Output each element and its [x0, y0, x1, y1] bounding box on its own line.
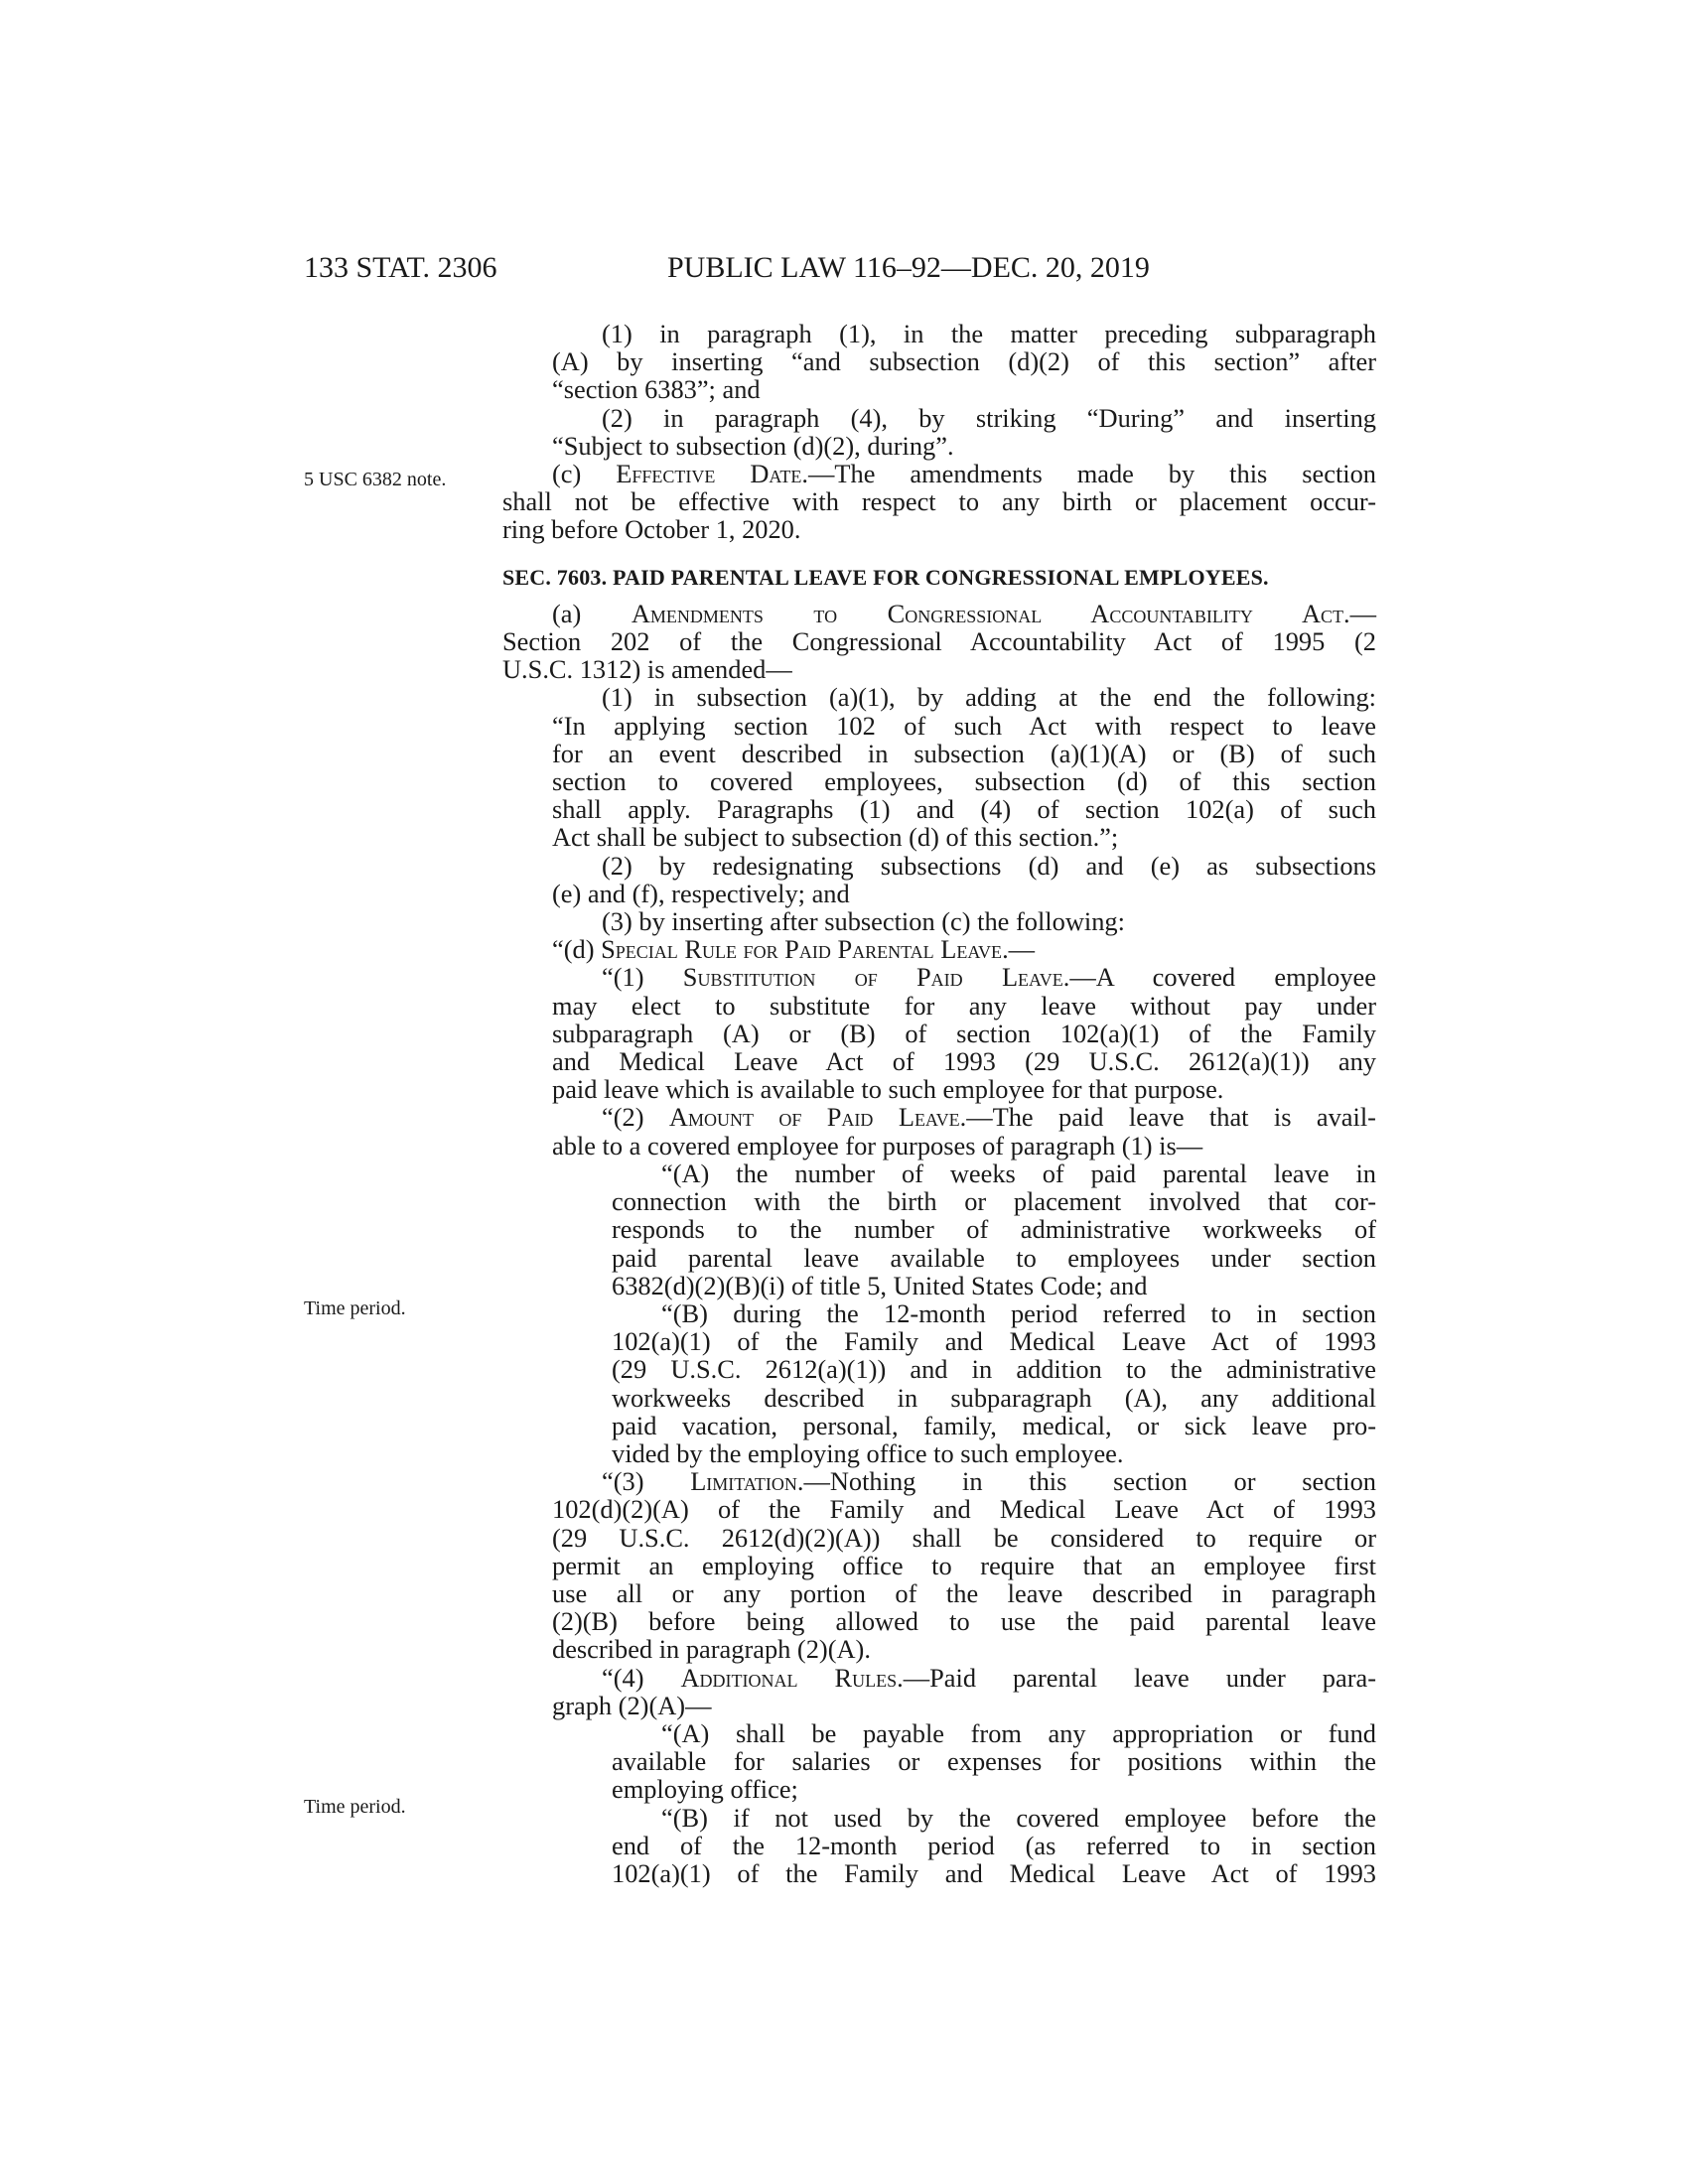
running-header	[0, 250, 1688, 290]
paragraph-d1-text: .—A covered employee	[1062, 962, 1376, 993]
subparagraph-d2a-line: responds to the number of administrative workweeks of	[612, 1214, 1376, 1245]
amendment-2-line: (2) by redesignating subsections (d) and (e) as subsections	[602, 850, 1376, 881]
subsection-c-heading: Effective Date	[616, 459, 802, 489]
subparagraph-d2b-line: “(B) during the 12-month period referred to in section	[661, 1297, 1376, 1328]
body-text	[502, 320, 1376, 1887]
subparagraph-d2b-line: workweeks described in subparagraph (A), any additional	[612, 1382, 1376, 1413]
margin-note-time-period-2: Time period.	[304, 1796, 406, 1818]
paragraph-d3-line	[502, 1467, 1376, 1495]
amendment-1-line: Act shall be subject to subsection (d) of this section.”;	[552, 822, 1119, 853]
subsection-a-heading: Amendments to Congressional Accountability Act	[631, 598, 1344, 628]
subsection-c-line	[502, 460, 1376, 487]
paragraph-d1-line: paid leave which is available to such employee for that purpose.	[552, 1074, 1224, 1105]
subparagraph-d4a-line: employing office;	[612, 1774, 798, 1805]
subparagraph-d2a-line: connection with the birth or placement involved that cor-	[612, 1186, 1376, 1217]
paragraph-d4-text: .—Paid parental leave under para-	[897, 1662, 1376, 1693]
para-b1-line: “section 6383”; and	[552, 374, 761, 405]
subparagraph-d2b-line: paid vacation, personal, family, medical, or sick leave pro-	[612, 1410, 1376, 1440]
margin-note-time-period: Time period.	[304, 1297, 406, 1319]
subsection-d-dash: .—	[1002, 934, 1036, 965]
subparagraph-d2b-line: 102(a)(1) of the Family and Medical Leave Act of 1993	[612, 1326, 1376, 1357]
amendment-1-line: “In applying section 102 of such Act with respect to leave	[552, 710, 1376, 741]
paragraph-d2-line	[502, 1103, 1376, 1131]
paragraph-d3-line: (29 U.S.C. 2612(d)(2)(A)) shall be considered to require or	[552, 1522, 1376, 1553]
subsection-d-heading-line	[502, 935, 1376, 963]
amendment-1-line: (1) in subsection (a)(1), by adding at the end the following:	[602, 682, 1376, 713]
amendment-1-line: for an event described in subsection (a)(1)(A) or (B) of such	[552, 738, 1376, 768]
subparagraph-d2a-line: “(A) the number of weeks of paid parental leave in	[661, 1158, 1376, 1188]
paragraph-d3-heading: Limitation	[690, 1466, 797, 1497]
subsection-c-label: (c)	[552, 459, 617, 489]
paragraph-d3-line: 102(d)(2)(A) of the Family and Medical Leave Act of 1993	[552, 1494, 1376, 1525]
paragraph-d2-label: “(2)	[602, 1102, 669, 1133]
subparagraph-d4b-line: 102(a)(1) of the Family and Medical Leave Act of 1993	[612, 1857, 1376, 1888]
paragraph-d3-text: .—Nothing in this section or section	[796, 1466, 1376, 1497]
public-law-title: PUBLIC LAW 116–92—DEC. 20, 2019	[667, 251, 1150, 284]
para-b1-line: (A) by inserting “and subsection (d)(2) of this section” after	[552, 346, 1376, 377]
subsection-c-line: shall not be effective with respect to any birth or placement occur-	[502, 486, 1376, 517]
paragraph-d1-line	[502, 963, 1376, 991]
subsection-a-line	[502, 600, 1376, 627]
paragraph-d3-line: described in paragraph (2)(A).	[552, 1634, 871, 1665]
paragraph-d3-line: use all or any portion of the leave described in paragraph	[552, 1577, 1376, 1608]
paragraph-d2-line: able to a covered employee for purposes of paragraph (1) is—	[552, 1130, 1203, 1160]
paragraph-d3-line: (2)(B) before being allowed to use the paid parental leave	[552, 1606, 1376, 1637]
paragraph-d1-heading: Substitution of Paid Leave	[682, 962, 1063, 993]
amendment-1-line: shall apply. Paragraphs (1) and (4) of section 102(a) of such	[552, 794, 1376, 825]
amendment-2-line: (e) and (f), respectively; and	[552, 878, 850, 908]
para-b2-line: “Subject to subsection (d)(2), during”.	[552, 430, 954, 461]
subsection-c-text: .—The amendments made by this section	[801, 459, 1376, 489]
paragraph-d3-label: “(3)	[602, 1466, 691, 1497]
paragraph-d4-heading: Additional Rules	[680, 1662, 898, 1693]
margin-note-usc: 5 USC 6382 note.	[304, 469, 447, 490]
paragraph-d1-line: may elect to substitute for any leave without pay under	[552, 990, 1376, 1021]
subparagraph-d2b-line: vided by the employing office to such employee.	[612, 1437, 1124, 1468]
subparagraph-d2a-line: paid parental leave available to employees under section	[612, 1242, 1376, 1273]
subsection-a-dash: .—	[1343, 598, 1377, 628]
paragraph-d3-line: permit an employing office to require that an employee first	[552, 1550, 1376, 1580]
para-b2-line: (2) in paragraph (4), by striking “During” and inserting	[602, 402, 1376, 433]
section-heading: SEC. 7603. PAID PARENTAL LEAVE FOR CONGRESSIONAL EMPLOYEES.	[502, 564, 1269, 590]
paragraph-d1-line: subparagraph (A) or (B) of section 102(a)(1) of the Family	[552, 1018, 1376, 1048]
paragraph-d4-line: graph (2)(A)—	[552, 1690, 712, 1720]
subsection-a-line: U.S.C. 1312) is amended—	[502, 654, 792, 685]
subsection-a-line: Section 202 of the Congressional Accountability Act of 1995 (2	[502, 626, 1376, 657]
paragraph-d4-label: “(4)	[602, 1662, 681, 1693]
subsection-a-label: (a)	[552, 598, 632, 628]
paragraph-d1-label: “(1)	[602, 962, 683, 993]
subparagraph-d2b-line: (29 U.S.C. 2612(a)(1)) and in addition to the administrative	[612, 1354, 1376, 1385]
amendment-3-line: (3) by inserting after subsection (c) the following:	[602, 906, 1125, 937]
subparagraph-d4a-line: “(A) shall be payable from any appropriation or fund	[661, 1717, 1376, 1748]
paragraph-d1-line: and Medical Leave Act of 1993 (29 U.S.C. 2612(a)(1)) any	[552, 1046, 1376, 1077]
statute-page-number: 133 STAT. 2306	[304, 251, 497, 284]
subparagraph-d4b-line: “(B) if not used by the covered employee before the	[661, 1802, 1376, 1833]
paragraph-d2-text: .—The paid leave that is avail-	[959, 1102, 1376, 1133]
subsection-d-label: “(d)	[552, 934, 602, 965]
subparagraph-d2a-line: 6382(d)(2)(B)(i) of title 5, United States Code; and	[612, 1270, 1148, 1300]
subsection-d-heading: Special Rule for Paid Parental Leave	[601, 934, 1003, 965]
subsection-c-line: ring before October 1, 2020.	[502, 514, 801, 545]
amendment-1-line: section to covered employees, subsection (d) of this section	[552, 766, 1376, 797]
para-b1-line: (1) in paragraph (1), in the matter preceding subparagraph	[602, 319, 1376, 348]
paragraph-d2-heading: Amount of Paid Leave	[668, 1102, 960, 1133]
subparagraph-d4b-line: end of the 12-month period (as referred to in section	[612, 1830, 1376, 1860]
paragraph-d4-line	[502, 1664, 1376, 1692]
subparagraph-d4a-line: available for salaries or expenses for positions within the	[612, 1746, 1376, 1777]
